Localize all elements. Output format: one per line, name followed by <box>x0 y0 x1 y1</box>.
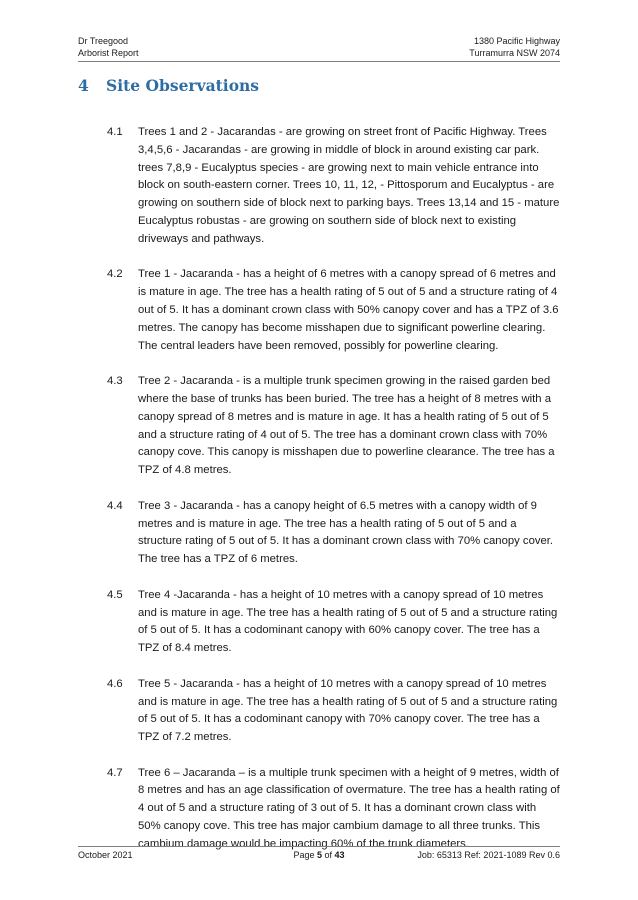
paragraph-number: 4.1 <box>107 126 123 138</box>
paragraph-text: Tree 3 - Jacaranda - has a canopy height of 6.5 metres with a canopy width of 9 metres and is mature in age. The tree has a health rating of 5 out of 5 and a structure rating of 5 out of 5. It has a dominant crown class with 70% canopy cover. The tree has a TPZ of 6 metres. <box>138 499 554 566</box>
page-footer <box>78 850 560 862</box>
header-left <box>78 36 139 59</box>
observation-paragraph <box>107 124 560 249</box>
job-reference: Job: 65313 Ref: 2021-1089 Rev 0.6 <box>417 850 560 860</box>
section-title: Site Observations <box>106 76 260 95</box>
observation-paragraph <box>107 765 560 854</box>
footer-divider <box>78 846 560 847</box>
paragraph-number: 4.4 <box>107 499 123 512</box>
paragraph-text: Tree 1 - Jacaranda - has a height of 6 metres with a canopy spread of 6 metres and is mature in age. The tree has a health rating of 5 out of 5 and a structure rating of 4 out of 5. It has a dominant crown class with 50% canopy cover and has a TPZ of 3.6 metres. The canopy has become misshapen due to significant powerline clearing. The central leaders have been removed, possibly for powerline clearing. <box>138 268 559 352</box>
report-type: Arborist Report <box>78 47 139 58</box>
page-total: 43 <box>334 850 345 860</box>
section-body <box>107 124 560 871</box>
header-right <box>469 36 560 59</box>
section-number: 4 <box>78 76 89 95</box>
site-address-suburb: Turramurra NSW 2074 <box>469 47 560 58</box>
paragraph-number: 4.6 <box>107 677 123 690</box>
paragraph-text: Tree 5 - Jacaranda - has a height of 10 metres with a canopy spread of 10 metres and is mature in age. The tree has a health rating of 5 out of 5 and a structure rating of 5 out of 5. It has a codominant canopy with 70% canopy cover. The tree has a TPZ of 7.2 metres. <box>138 677 558 744</box>
site-address-street: 1380 Pacific Highway <box>473 36 560 46</box>
section-heading <box>78 76 259 95</box>
observation-paragraph <box>107 373 560 480</box>
paragraph-text: Tree 6 – Jacaranda – is a multiple trunk specimen with a height of 9 metres, width of 8 metres and has an age classification of overmature. The tree has a health rating of 4 out of 5 and a structure rating of 3 out of 5. It has a dominant crown class with 50% canopy cove. This tree has major cambium damage to all three trunks. This cambium damage would be impacting 60% of the trunk diameters. <box>138 766 560 850</box>
paragraph-text: Trees 1 and 2 - Jacarandas - are growing on street front of Pacific Highway. Trees 3,4,5,6 - Jacarandas - are growing in middle of block in around existing car park. trees 7,8,9 - Eucalyptus species - are growing next to main vehicle entrance into block on south-eastern corner. Trees 10, 11, 12, - Pittosporum and Eucalyptus - are growing on southern side of block next to parking bays. Trees 13,14 and 15 - mature Eucalyptus robustas - are growing on southern side of block next to existing driveways and pathways. <box>138 126 560 245</box>
paragraph-number: 4.5 <box>107 588 123 601</box>
header-divider <box>78 61 560 62</box>
paragraph-number: 4.7 <box>107 766 123 779</box>
page-of: of <box>322 850 335 860</box>
observation-paragraph <box>107 498 560 569</box>
observation-paragraph <box>107 266 560 355</box>
paragraph-number: 4.2 <box>107 268 123 281</box>
report-date: October 2021 <box>78 850 133 860</box>
author-name: Dr Treegood <box>78 36 129 46</box>
page-current: 5 <box>316 850 322 860</box>
page-prefix: Page <box>293 850 317 860</box>
paragraph-text: Tree 2 - Jacaranda - is a multiple trunk specimen growing in the raised garden bed where the base of trunks has been buried. The tree has a height of 8 metres with a canopy spread of 8 metres and is mature in age. It has a health rating of 5 out of 5 and a structure rating of 4 out of 5. The tree has a dominant crown class with 70% canopy cove. This canopy is misshapen due to powerline clearance. The tree has a TPZ of 4.8 metres. <box>138 375 555 477</box>
observation-paragraph <box>107 587 560 658</box>
observation-paragraph <box>107 676 560 747</box>
paragraph-text: Tree 4 -Jacaranda - has a height of 10 metres with a canopy spread of 10 metres and is mature in age. The tree has a health rating of 5 out of 5 and a structure rating of 5 out of 5. It has a codominant canopy with 60% canopy cover. The tree has a TPZ of 8.4 metres. <box>138 588 558 655</box>
paragraph-number: 4.3 <box>107 375 123 388</box>
